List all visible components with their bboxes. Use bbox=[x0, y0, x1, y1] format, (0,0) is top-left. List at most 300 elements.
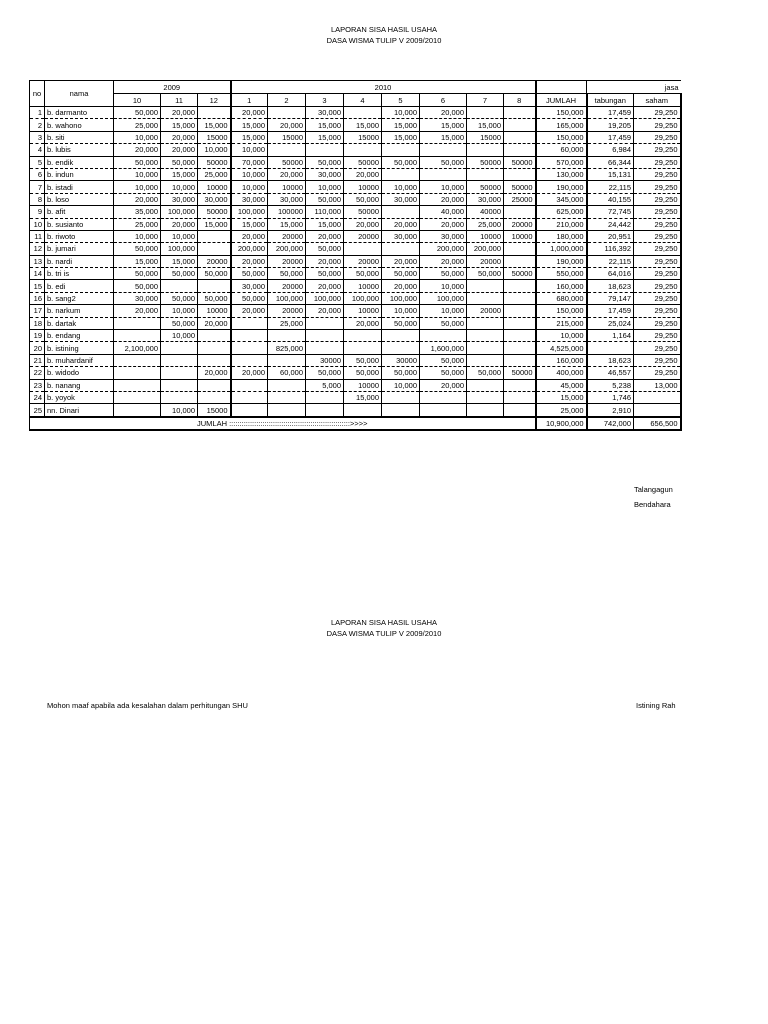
row-no: 16 bbox=[30, 292, 45, 304]
row-month-value bbox=[467, 168, 504, 180]
row-tabungan: 18,623 bbox=[587, 354, 634, 366]
row-month-value: 10,000 bbox=[231, 168, 268, 180]
row-month-value: 30,000 bbox=[420, 230, 467, 242]
row-month-value bbox=[198, 107, 231, 119]
row-month-value: 50,000 bbox=[114, 107, 161, 119]
row-month-value: 10000 bbox=[504, 230, 536, 242]
row-month-value: 50000 bbox=[467, 156, 504, 168]
row-month-value: 10,000 bbox=[114, 168, 161, 180]
row-no: 1 bbox=[30, 107, 45, 119]
row-month-value: 50000 bbox=[467, 181, 504, 193]
row-month-value: 20,000 bbox=[161, 107, 198, 119]
row-month-value: 50,000 bbox=[306, 243, 344, 255]
row-month-value bbox=[420, 330, 467, 342]
row-tabungan: 17,459 bbox=[587, 107, 634, 119]
month-2009-header: 12 bbox=[198, 94, 231, 107]
row-month-value bbox=[161, 280, 198, 292]
row-month-value: 20,000 bbox=[420, 107, 467, 119]
row-month-value bbox=[382, 342, 420, 354]
row-month-value: 10,000 bbox=[161, 230, 198, 242]
row-month-value: 20,000 bbox=[231, 367, 268, 379]
row-tabungan bbox=[587, 342, 634, 354]
row-saham: 29,250 bbox=[634, 330, 681, 342]
row-no: 9 bbox=[30, 206, 45, 218]
row-month-value: 20000 bbox=[467, 305, 504, 317]
row-month-value: 10,000 bbox=[420, 305, 467, 317]
row-no: 10 bbox=[30, 218, 45, 230]
row-jumlah: 1,000,000 bbox=[536, 243, 587, 255]
row-month-value bbox=[231, 330, 268, 342]
row-nama: b. riwoto bbox=[45, 230, 114, 242]
row-nama: nn. Dinari bbox=[45, 404, 114, 417]
month-2009-header: 10 bbox=[114, 94, 161, 107]
row-month-value: 25,000 bbox=[114, 218, 161, 230]
row-saham: 29,250 bbox=[634, 168, 681, 180]
sign-name: Istining Rah bbox=[636, 701, 676, 710]
row-month-value: 50,000 bbox=[114, 243, 161, 255]
row-month-value: 10000 bbox=[344, 280, 382, 292]
row-saham: 29,250 bbox=[634, 268, 681, 280]
row-month-value: 20,000 bbox=[344, 218, 382, 230]
row-no: 7 bbox=[30, 181, 45, 193]
row-tabungan: 72,745 bbox=[587, 206, 634, 218]
row-month-value: 20,000 bbox=[231, 107, 268, 119]
row-month-value bbox=[231, 354, 268, 366]
total-tabungan: 742,000 bbox=[587, 417, 634, 430]
row-month-value: 20000 bbox=[268, 230, 306, 242]
row-jumlah: 570,000 bbox=[536, 156, 587, 168]
row-month-value: 15,000 bbox=[161, 168, 198, 180]
row-nama: b. darmanto bbox=[45, 107, 114, 119]
row-jumlah: 45,000 bbox=[536, 379, 587, 391]
jasa-header: jasa bbox=[587, 81, 681, 94]
table-row bbox=[30, 367, 681, 379]
row-month-value bbox=[467, 292, 504, 304]
row-month-value: 50,000 bbox=[114, 280, 161, 292]
row-month-value bbox=[504, 330, 536, 342]
row-month-value: 25,000 bbox=[114, 119, 161, 131]
row-month-value bbox=[344, 404, 382, 417]
row-month-value bbox=[467, 354, 504, 366]
table-row bbox=[30, 119, 681, 131]
row-month-value: 30,000 bbox=[198, 193, 231, 205]
row-no: 15 bbox=[30, 280, 45, 292]
row-month-value: 70,000 bbox=[231, 156, 268, 168]
row-month-value: 40000 bbox=[467, 206, 504, 218]
row-month-value bbox=[161, 379, 198, 391]
row-month-value bbox=[268, 379, 306, 391]
row-month-value: 30,000 bbox=[467, 193, 504, 205]
row-no: 8 bbox=[30, 193, 45, 205]
row-month-value bbox=[231, 391, 268, 403]
row-month-value: 110,000 bbox=[306, 206, 344, 218]
row-month-value: 20,000 bbox=[231, 255, 268, 267]
row-month-value bbox=[504, 404, 536, 417]
row-month-value: 2,100,000 bbox=[114, 342, 161, 354]
row-month-value: 50,000 bbox=[344, 193, 382, 205]
table-row bbox=[30, 354, 681, 366]
row-month-value: 20,000 bbox=[306, 280, 344, 292]
row-month-value: 20,000 bbox=[161, 218, 198, 230]
row-month-value bbox=[114, 404, 161, 417]
row-month-value: 10,000 bbox=[382, 107, 420, 119]
row-nama: b. nardi bbox=[45, 255, 114, 267]
row-month-value: 10000 bbox=[198, 305, 231, 317]
row-jumlah: 190,000 bbox=[536, 181, 587, 193]
row-month-value: 20000 bbox=[467, 255, 504, 267]
row-no: 6 bbox=[30, 168, 45, 180]
row-month-value bbox=[114, 354, 161, 366]
row-month-value: 10,000 bbox=[114, 131, 161, 143]
row-month-value: 20,000 bbox=[268, 168, 306, 180]
row-month-value bbox=[114, 379, 161, 391]
row-month-value: 20000 bbox=[268, 305, 306, 317]
row-month-value bbox=[420, 168, 467, 180]
row-month-value: 100,000 bbox=[306, 292, 344, 304]
row-month-value: 10,000 bbox=[231, 181, 268, 193]
row-month-value bbox=[467, 317, 504, 329]
row-month-value: 50,000 bbox=[231, 268, 268, 280]
row-month-value bbox=[504, 379, 536, 391]
row-month-value: 15,000 bbox=[344, 391, 382, 403]
row-month-value bbox=[198, 230, 231, 242]
row-saham: 29,250 bbox=[634, 243, 681, 255]
row-month-value: 15,000 bbox=[420, 131, 467, 143]
row-month-value: 10,000 bbox=[382, 181, 420, 193]
row-month-value bbox=[198, 354, 231, 366]
row-tabungan: 22,115 bbox=[587, 181, 634, 193]
col-no-header: no bbox=[30, 81, 45, 107]
row-month-value: 50,000 bbox=[344, 367, 382, 379]
month-2010-header: 1 bbox=[231, 94, 268, 107]
row-month-value bbox=[504, 144, 536, 156]
row-month-value: 50,000 bbox=[420, 268, 467, 280]
row-nama: b. afit bbox=[45, 206, 114, 218]
row-saham: 29,250 bbox=[634, 218, 681, 230]
row-month-value: 40,000 bbox=[420, 206, 467, 218]
row-jumlah: 680,000 bbox=[536, 292, 587, 304]
row-month-value: 20000 bbox=[344, 255, 382, 267]
row-saham: 29,250 bbox=[634, 144, 681, 156]
row-month-value: 50,000 bbox=[306, 156, 344, 168]
year-2010-header: 2010 bbox=[231, 81, 536, 94]
row-nama: b. muhardanif bbox=[45, 354, 114, 366]
row-month-value: 20,000 bbox=[382, 280, 420, 292]
total-label: JUMLAH ::::::::::::::::::::::::::::::::::::::::::::::::::::::::::>>>> bbox=[30, 417, 536, 430]
row-saham: 29,250 bbox=[634, 156, 681, 168]
row-no: 2 bbox=[30, 119, 45, 131]
row-month-value: 15,000 bbox=[231, 131, 268, 143]
row-month-value bbox=[306, 330, 344, 342]
row-jumlah: 4,525,000 bbox=[536, 342, 587, 354]
row-month-value: 20,000 bbox=[268, 119, 306, 131]
row-month-value bbox=[231, 342, 268, 354]
row-nama: b. narkum bbox=[45, 305, 114, 317]
table-row bbox=[30, 379, 681, 391]
row-month-value bbox=[382, 168, 420, 180]
row-month-value bbox=[467, 107, 504, 119]
row-nama: b. istining bbox=[45, 342, 114, 354]
row-saham: 29,250 bbox=[634, 255, 681, 267]
row-month-value bbox=[467, 280, 504, 292]
table-row bbox=[30, 342, 681, 354]
row-month-value: 50,000 bbox=[420, 156, 467, 168]
row-month-value: 10000 bbox=[344, 181, 382, 193]
row-month-value: 100,000 bbox=[231, 206, 268, 218]
row-jumlah: 180,000 bbox=[536, 230, 587, 242]
row-jumlah: 10,000 bbox=[536, 330, 587, 342]
row-month-value: 30,000 bbox=[161, 193, 198, 205]
row-jumlah: 160,000 bbox=[536, 354, 587, 366]
row-month-value: 25000 bbox=[504, 193, 536, 205]
row-month-value bbox=[198, 280, 231, 292]
row-jumlah: 150,000 bbox=[536, 107, 587, 119]
row-no: 25 bbox=[30, 404, 45, 417]
row-month-value bbox=[382, 243, 420, 255]
row-month-value: 20,000 bbox=[420, 218, 467, 230]
row-no: 12 bbox=[30, 243, 45, 255]
row-saham: 29,250 bbox=[634, 206, 681, 218]
row-month-value: 200,000 bbox=[268, 243, 306, 255]
row-month-value: 200,000 bbox=[467, 243, 504, 255]
row-month-value bbox=[231, 404, 268, 417]
row-jumlah: 190,000 bbox=[536, 255, 587, 267]
row-saham: 13,000 bbox=[634, 379, 681, 391]
row-jumlah: 345,000 bbox=[536, 193, 587, 205]
row-month-value: 20,000 bbox=[161, 144, 198, 156]
row-month-value bbox=[268, 107, 306, 119]
row-month-value: 20,000 bbox=[114, 305, 161, 317]
row-month-value: 10,000 bbox=[198, 144, 231, 156]
row-month-value bbox=[231, 379, 268, 391]
row-month-value bbox=[268, 404, 306, 417]
month-2009-header: 11 bbox=[161, 94, 198, 107]
row-month-value: 100,000 bbox=[344, 292, 382, 304]
row-saham: 29,250 bbox=[634, 131, 681, 143]
row-nama: b. sang2 bbox=[45, 292, 114, 304]
row-month-value bbox=[504, 391, 536, 403]
row-month-value: 50000 bbox=[504, 268, 536, 280]
month-2010-header: 6 bbox=[420, 94, 467, 107]
row-month-value: 50,000 bbox=[306, 367, 344, 379]
row-month-value: 20000 bbox=[198, 255, 231, 267]
row-month-value: 20,000 bbox=[231, 305, 268, 317]
row-nama: b. susianto bbox=[45, 218, 114, 230]
year-2009-header: 2009 bbox=[114, 81, 231, 94]
row-jumlah: 400,000 bbox=[536, 367, 587, 379]
row-month-value bbox=[382, 404, 420, 417]
row-tabungan: 64,016 bbox=[587, 268, 634, 280]
row-month-value: 20,000 bbox=[382, 218, 420, 230]
row-month-value bbox=[420, 144, 467, 156]
row-month-value bbox=[198, 330, 231, 342]
row-month-value bbox=[114, 391, 161, 403]
row-month-value: 30,000 bbox=[268, 193, 306, 205]
report-title: LAPORAN SISA HASIL USAHA bbox=[330, 25, 437, 34]
row-month-value: 20,000 bbox=[306, 230, 344, 242]
row-month-value: 20000 bbox=[344, 230, 382, 242]
table-row bbox=[30, 280, 681, 292]
row-nama: b. tri is bbox=[45, 268, 114, 280]
row-month-value: 50,000 bbox=[382, 156, 420, 168]
row-month-value bbox=[504, 107, 536, 119]
row-nama: b. jumari bbox=[45, 243, 114, 255]
row-month-value: 10,000 bbox=[231, 144, 268, 156]
row-nama: b. istadi bbox=[45, 181, 114, 193]
row-month-value bbox=[268, 354, 306, 366]
table-row bbox=[30, 181, 681, 193]
row-month-value bbox=[504, 119, 536, 131]
row-month-value: 10,000 bbox=[382, 305, 420, 317]
row-saham: 29,250 bbox=[634, 342, 681, 354]
row-saham: 29,250 bbox=[634, 317, 681, 329]
row-saham: 29,250 bbox=[634, 305, 681, 317]
row-month-value: 15,000 bbox=[231, 218, 268, 230]
tabungan-header: tabungan bbox=[587, 94, 634, 107]
row-month-value: 10000 bbox=[344, 379, 382, 391]
row-month-value: 30,000 bbox=[231, 280, 268, 292]
row-month-value: 10000 bbox=[198, 181, 231, 193]
row-saham: 29,250 bbox=[634, 193, 681, 205]
row-tabungan: 15,131 bbox=[587, 168, 634, 180]
row-month-value: 50000 bbox=[198, 206, 231, 218]
row-month-value: 50000 bbox=[198, 156, 231, 168]
row-tabungan: 24,442 bbox=[587, 218, 634, 230]
row-no: 24 bbox=[30, 391, 45, 403]
report-subtitle: DASA WISMA TULIP V 2009/2010 bbox=[326, 36, 442, 45]
row-month-value bbox=[268, 330, 306, 342]
row-month-value: 200,000 bbox=[420, 243, 467, 255]
row-month-value: 10000 bbox=[467, 230, 504, 242]
row-month-value: 100,000 bbox=[382, 292, 420, 304]
row-month-value: 60,000 bbox=[268, 367, 306, 379]
table-row bbox=[30, 404, 681, 417]
row-jumlah: 550,000 bbox=[536, 268, 587, 280]
row-month-value: 5,000 bbox=[306, 379, 344, 391]
row-month-value: 10000 bbox=[268, 181, 306, 193]
row-month-value: 50,000 bbox=[198, 292, 231, 304]
row-month-value: 50,000 bbox=[306, 268, 344, 280]
row-jumlah: 60,000 bbox=[536, 144, 587, 156]
row-nama: b. nanang bbox=[45, 379, 114, 391]
row-month-value bbox=[306, 144, 344, 156]
row-month-value bbox=[504, 354, 536, 366]
row-month-value: 100,000 bbox=[161, 243, 198, 255]
row-no: 20 bbox=[30, 342, 45, 354]
row-month-value bbox=[161, 354, 198, 366]
row-month-value bbox=[268, 144, 306, 156]
row-tabungan: 22,115 bbox=[587, 255, 634, 267]
row-month-value: 1,600,000 bbox=[420, 342, 467, 354]
row-month-value: 50,000 bbox=[306, 193, 344, 205]
row-month-value: 10,000 bbox=[114, 181, 161, 193]
row-tabungan: 20,951 bbox=[587, 230, 634, 242]
saham-header: saham bbox=[634, 94, 681, 107]
row-month-value bbox=[467, 379, 504, 391]
row-month-value: 50,000 bbox=[382, 317, 420, 329]
row-month-value: 50,000 bbox=[268, 268, 306, 280]
row-month-value bbox=[504, 342, 536, 354]
row-month-value: 50,000 bbox=[231, 292, 268, 304]
row-month-value: 50,000 bbox=[161, 268, 198, 280]
row-month-value: 30,000 bbox=[114, 292, 161, 304]
row-month-value bbox=[344, 330, 382, 342]
row-month-value bbox=[306, 404, 344, 417]
row-no: 22 bbox=[30, 367, 45, 379]
row-month-value: 10,000 bbox=[306, 181, 344, 193]
row-nama: b. lubis bbox=[45, 144, 114, 156]
row-saham: 29,250 bbox=[634, 292, 681, 304]
row-month-value: 15,000 bbox=[306, 218, 344, 230]
table-row bbox=[30, 156, 681, 168]
row-month-value: 30000 bbox=[382, 354, 420, 366]
row-saham: 29,250 bbox=[634, 107, 681, 119]
row-month-value bbox=[198, 342, 231, 354]
row-no: 13 bbox=[30, 255, 45, 267]
row-month-value: 30000 bbox=[306, 354, 344, 366]
row-month-value: 50000 bbox=[504, 367, 536, 379]
row-month-value: 20,000 bbox=[306, 305, 344, 317]
row-no: 23 bbox=[30, 379, 45, 391]
row-month-value: 25,000 bbox=[467, 218, 504, 230]
row-month-value bbox=[504, 131, 536, 143]
row-month-value: 10,000 bbox=[161, 404, 198, 417]
sign-role: Bendahara bbox=[634, 500, 671, 509]
row-month-value: 200,000 bbox=[231, 243, 268, 255]
row-no: 21 bbox=[30, 354, 45, 366]
row-month-value bbox=[231, 317, 268, 329]
row-tabungan: 1,746 bbox=[587, 391, 634, 403]
row-jumlah: 165,000 bbox=[536, 119, 587, 131]
row-jumlah: 215,000 bbox=[536, 317, 587, 329]
row-saham: 29,250 bbox=[634, 354, 681, 366]
row-month-value bbox=[420, 404, 467, 417]
row-month-value: 10000 bbox=[344, 305, 382, 317]
row-jumlah: 160,000 bbox=[536, 280, 587, 292]
row-no: 5 bbox=[30, 156, 45, 168]
month-2010-header: 3 bbox=[306, 94, 344, 107]
row-month-value: 50,000 bbox=[467, 268, 504, 280]
row-month-value: 30,000 bbox=[382, 230, 420, 242]
row-saham: 29,250 bbox=[634, 181, 681, 193]
row-month-value bbox=[504, 292, 536, 304]
row-month-value: 20,000 bbox=[344, 168, 382, 180]
row-month-value: 10,000 bbox=[161, 330, 198, 342]
row-month-value bbox=[467, 404, 504, 417]
row-no: 3 bbox=[30, 131, 45, 143]
table-row bbox=[30, 107, 681, 119]
row-month-value bbox=[467, 391, 504, 403]
row-month-value: 15,000 bbox=[306, 119, 344, 131]
report-title-repeat: LAPORAN SISA HASIL USAHA bbox=[330, 618, 437, 627]
row-nama: b. widodo bbox=[45, 367, 114, 379]
row-saham bbox=[634, 404, 681, 417]
row-tabungan: 1,164 bbox=[587, 330, 634, 342]
table-row bbox=[30, 305, 681, 317]
row-month-value: 15,000 bbox=[198, 119, 231, 131]
row-no: 4 bbox=[30, 144, 45, 156]
row-month-value bbox=[420, 391, 467, 403]
row-month-value bbox=[504, 280, 536, 292]
row-tabungan: 17,459 bbox=[587, 131, 634, 143]
row-month-value bbox=[344, 342, 382, 354]
row-month-value: 50,000 bbox=[420, 317, 467, 329]
row-month-value: 50,000 bbox=[344, 354, 382, 366]
row-month-value: 50000 bbox=[344, 156, 382, 168]
table-row bbox=[30, 168, 681, 180]
month-2010-header: 5 bbox=[382, 94, 420, 107]
row-month-value: 50,000 bbox=[161, 292, 198, 304]
